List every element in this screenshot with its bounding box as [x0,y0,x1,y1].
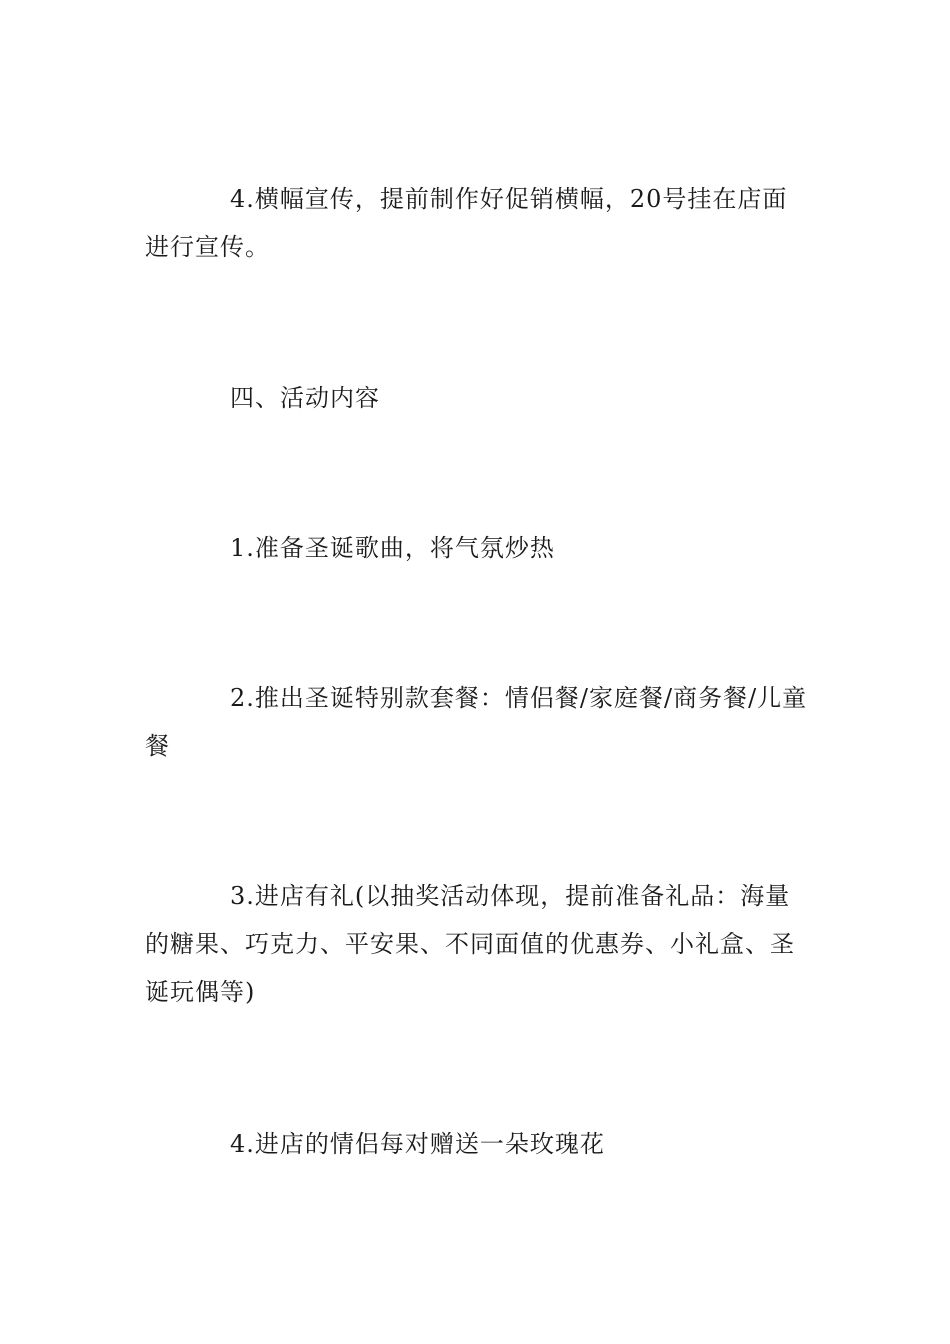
paragraph-banner-promotion: 4.横幅宣传，提前制作好促销横幅，20号挂在店面进行宣传。 [145,185,788,261]
section-heading-activity-content: 四、活动内容 [230,384,380,412]
paragraph-christmas-set-meals: 2.推出圣诞特别款套餐：情侣餐/家庭餐/商务餐/儿童餐 [145,684,808,760]
paragraph-store-gifts: 3.进店有礼(以抽奖活动体现，提前准备礼品：海量的糖果、巧克力、平安果、不同面值的优惠券、小礼盒、圣诞玩偶等) [145,882,795,1006]
paragraph-couple-rose: 4.进店的情侣每对赠送一朵玫瑰花 [230,1130,605,1158]
paragraph-christmas-songs: 1.准备圣诞歌曲，将气氛炒热 [230,534,555,562]
